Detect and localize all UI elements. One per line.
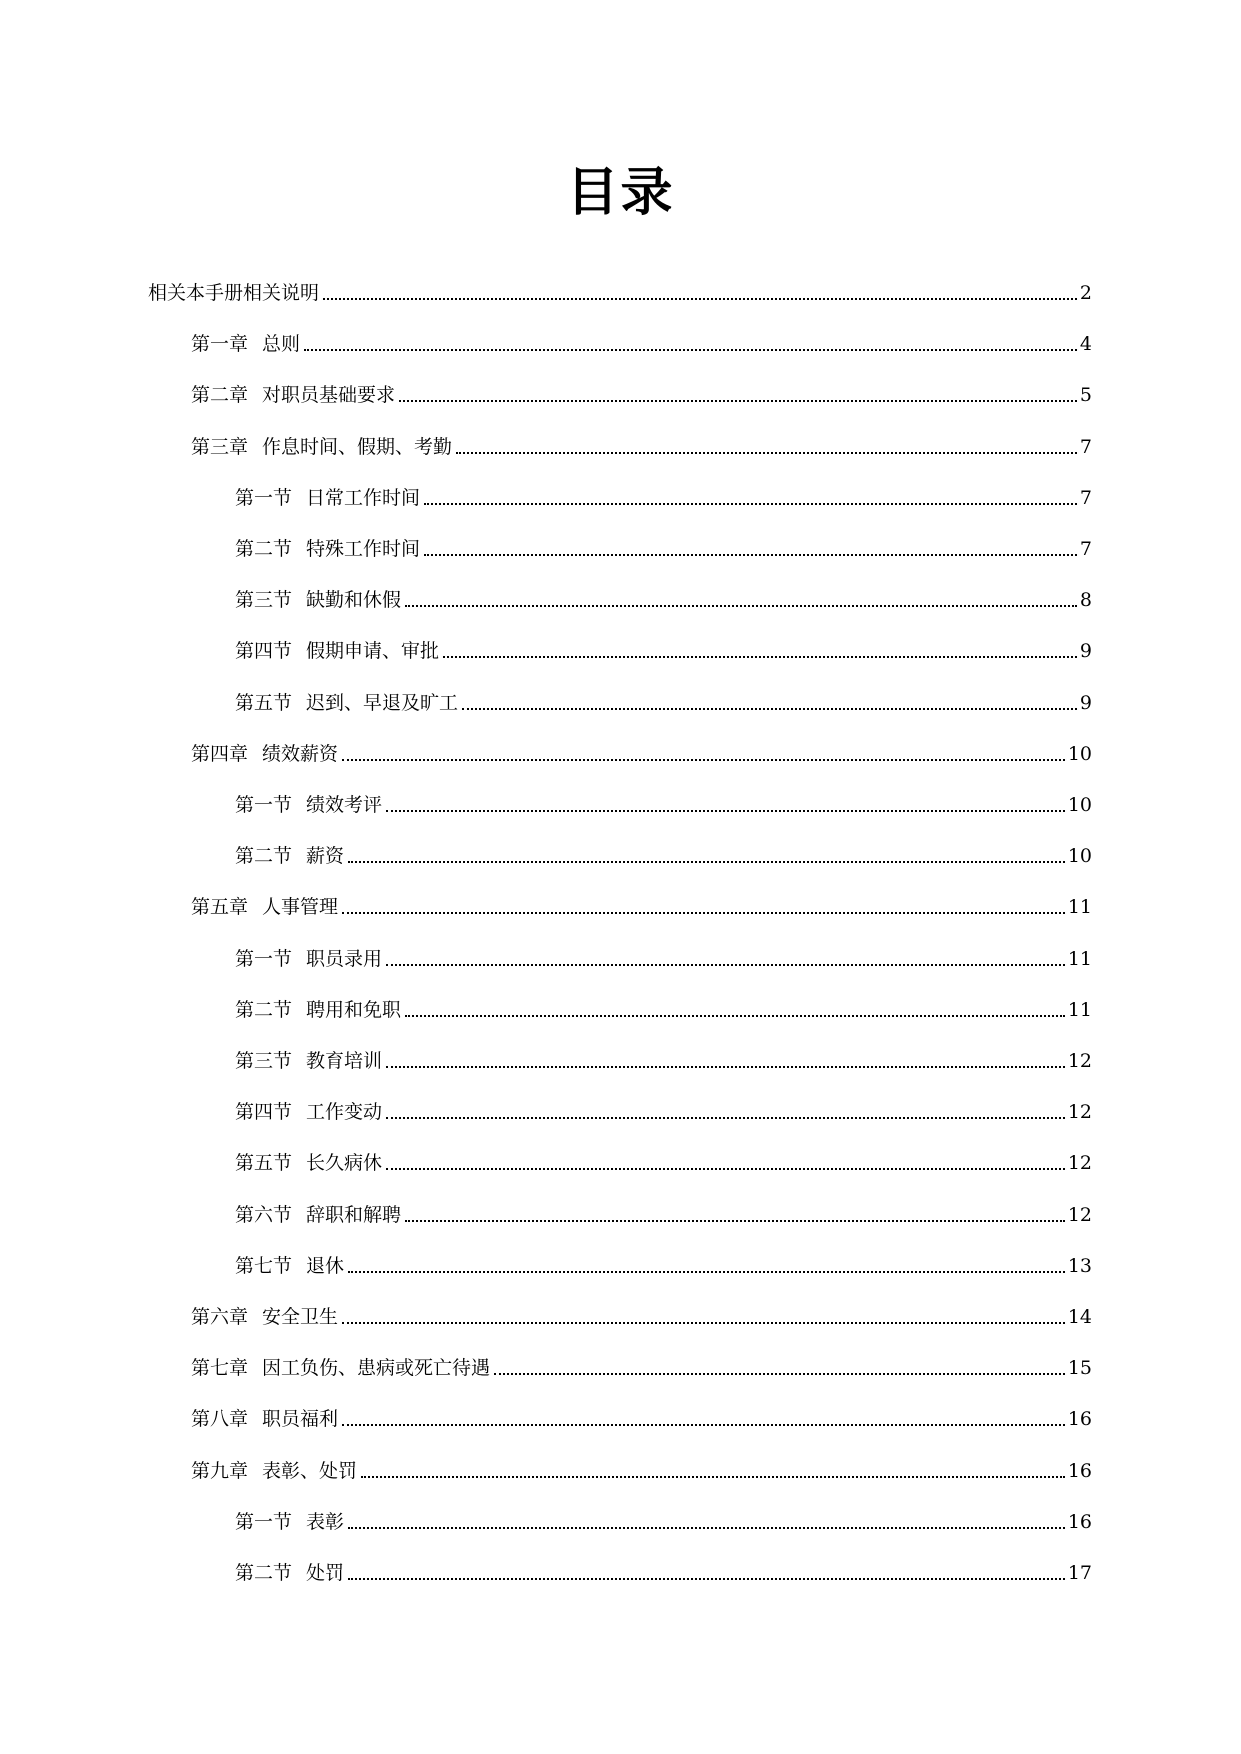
toc-dot-leader (424, 554, 1077, 556)
toc-entry[interactable] (235, 1245, 1092, 1279)
toc-entry[interactable] (235, 835, 1092, 869)
toc-entry-number: 第二节 (235, 538, 293, 560)
toc-entry-label (235, 997, 401, 1023)
toc-entry-label (148, 280, 319, 306)
toc-entry[interactable] (191, 886, 1092, 920)
toc-dot-leader (456, 452, 1077, 454)
toc-entry[interactable] (235, 938, 1092, 972)
toc-entry-label (235, 792, 382, 818)
toc-entry-number: 第六章 (191, 1306, 249, 1328)
toc-entry-label (191, 1355, 490, 1381)
toc-entry[interactable] (191, 1347, 1092, 1381)
toc-entry[interactable] (191, 426, 1092, 460)
toc-entry[interactable] (235, 528, 1092, 562)
toc-page-number: 10 (1067, 742, 1092, 765)
toc-entry-number: 第五节 (235, 1152, 293, 1175)
toc-dot-leader (386, 1168, 1065, 1170)
toc-entry-number: 第二节 (235, 845, 293, 868)
toc-entry-title: 长久病休 (306, 1152, 383, 1175)
toc-entry-number: 第一节 (235, 1510, 293, 1533)
toc-entry-label (235, 1509, 344, 1535)
toc-page-number: 13 (1067, 1254, 1092, 1277)
toc-entry-label (191, 382, 395, 408)
toc-entry[interactable] (191, 1450, 1092, 1484)
toc-page-number: 12 (1067, 1050, 1092, 1072)
toc-entry-number: 第一节 (235, 794, 293, 816)
toc-page-number: 11 (1067, 896, 1092, 919)
toc-entry-title: 处罚 (306, 1562, 345, 1584)
toc-page-number: 2 (1079, 282, 1092, 304)
toc-entry[interactable] (235, 1194, 1092, 1228)
toc-entry-title: 聘用和免职 (306, 998, 402, 1021)
toc-entry-title: 假期申请、审批 (306, 640, 440, 663)
toc-entry-label (191, 434, 452, 460)
toc-page-number: 15 (1067, 1357, 1092, 1380)
toc-page-number: 8 (1079, 589, 1092, 612)
toc-page-number: 10 (1067, 794, 1092, 816)
toc-dot-leader (405, 605, 1077, 607)
toc-entry-title: 迟到、早退及旷工 (306, 691, 459, 714)
toc-dot-leader (348, 1271, 1065, 1273)
toc-entry-title: 人事管理 (262, 896, 339, 919)
toc-entry-label (191, 894, 338, 920)
toc-entry[interactable] (235, 1501, 1092, 1535)
toc-entry-title: 日常工作时间 (306, 486, 421, 509)
toc-entry-number: 第三节 (235, 1050, 293, 1072)
toc-dot-leader (304, 349, 1077, 351)
toc-entry-number: 第二章 (191, 384, 249, 407)
toc-page-number: 16 (1067, 1408, 1092, 1431)
toc-page-number: 16 (1067, 1459, 1092, 1482)
toc-entry-label (191, 1458, 357, 1484)
toc-entry-label (235, 1253, 344, 1279)
toc-entry-label (191, 1406, 338, 1432)
toc-dot-leader (399, 400, 1077, 402)
toc-dot-leader (494, 1373, 1065, 1375)
toc-entry[interactable] (235, 784, 1092, 818)
toc-entry-number: 第三章 (191, 435, 249, 458)
toc-entry[interactable] (235, 1091, 1092, 1125)
toc-page-number: 7 (1079, 435, 1092, 458)
toc-entry-title: 工作变动 (306, 1101, 383, 1124)
toc-entry[interactable] (235, 1142, 1092, 1176)
toc-entry-title: 教育培训 (306, 1050, 383, 1072)
toc-entry-number: 第一章 (191, 333, 249, 356)
toc-dot-leader (405, 1220, 1065, 1222)
toc-entry-title: 总则 (262, 333, 301, 356)
toc-entry-title: 辞职和解聘 (306, 1203, 402, 1226)
toc-entry-label (191, 331, 300, 357)
toc-entry-title: 对职员基础要求 (262, 384, 396, 407)
toc-entry-title: 职员福利 (262, 1408, 339, 1431)
toc-entry-label (235, 843, 344, 869)
toc-entry-label (235, 1150, 382, 1176)
toc-entry-number: 第九章 (191, 1459, 249, 1482)
toc-entry-number: 第二节 (235, 1562, 293, 1584)
toc-page-number: 11 (1067, 998, 1092, 1021)
toc-entry-number: 第三节 (235, 589, 293, 612)
toc-entry-label (191, 1304, 338, 1330)
toc-dot-leader (342, 912, 1065, 914)
toc-entry[interactable] (191, 733, 1092, 767)
toc-entry-title: 绩效考评 (306, 794, 383, 816)
toc-page-number: 12 (1067, 1203, 1092, 1226)
toc-dot-leader (342, 1424, 1065, 1426)
toc-entry-label (191, 741, 338, 767)
toc-page-number: 11 (1067, 947, 1092, 970)
toc-dot-leader (424, 503, 1077, 505)
toc-entry-label (235, 1099, 382, 1125)
toc-dot-leader (386, 810, 1065, 812)
toc-entry-title: 表彰 (306, 1510, 345, 1533)
toc-entry-label (235, 1560, 344, 1586)
toc-page-number: 4 (1079, 333, 1092, 356)
toc-entry-label (235, 485, 420, 511)
toc-entry-number: 第六节 (235, 1203, 293, 1226)
toc-entry-number: 第四节 (235, 1101, 293, 1124)
toc-page-number: 12 (1067, 1101, 1092, 1124)
toc-entry[interactable] (148, 272, 1092, 306)
toc-dot-leader (348, 1527, 1065, 1529)
toc-dot-leader (361, 1476, 1065, 1478)
toc-entry-title: 作息时间、假期、考勤 (262, 435, 453, 458)
toc-entry-number: 第五节 (235, 691, 293, 714)
toc-page-number: 12 (1067, 1152, 1092, 1175)
toc-entry[interactable] (191, 1398, 1092, 1432)
page-title: 目录 (566, 162, 675, 223)
toc-dot-leader (462, 708, 1077, 710)
toc-entry[interactable] (235, 477, 1092, 511)
toc-entry-number: 第四章 (191, 742, 249, 765)
toc-entry-number: 第四节 (235, 640, 293, 663)
toc-entry-title: 职员录用 (306, 947, 383, 970)
toc-page-number: 16 (1067, 1510, 1092, 1533)
toc-entry[interactable] (191, 1296, 1092, 1330)
toc-entry-label (235, 690, 458, 716)
toc-entry-title: 安全卫生 (262, 1306, 339, 1328)
toc-dot-leader (342, 759, 1065, 761)
toc-dot-leader (348, 861, 1065, 863)
toc-entry[interactable] (235, 1040, 1092, 1074)
toc-entry-number: 第五章 (191, 896, 249, 919)
toc-entry[interactable] (235, 630, 1092, 664)
toc-entry-label (235, 1202, 401, 1228)
toc-dot-leader (405, 1015, 1065, 1017)
toc-dot-leader (386, 1066, 1065, 1068)
toc-entry[interactable] (235, 1552, 1092, 1586)
toc-entry-number: 第七节 (235, 1254, 293, 1277)
toc-entry-title: 相关本手册相关说明 (148, 282, 320, 304)
toc-entry[interactable] (235, 682, 1092, 716)
toc-page-number: 7 (1079, 538, 1092, 560)
toc-entry[interactable] (191, 323, 1092, 357)
toc-page-number: 10 (1067, 845, 1092, 868)
toc-page-number: 5 (1079, 384, 1092, 407)
toc-dot-leader (386, 1117, 1065, 1119)
toc-entry-title: 绩效薪资 (262, 742, 339, 765)
toc-entry-title: 缺勤和休假 (306, 589, 402, 612)
toc-entry-title: 特殊工作时间 (306, 538, 421, 560)
toc-dot-leader (348, 1578, 1065, 1580)
toc-page-number: 7 (1079, 486, 1092, 509)
toc-entry-number: 第二节 (235, 998, 293, 1021)
toc-entry-number: 第一节 (235, 486, 293, 509)
toc-entry[interactable] (191, 374, 1092, 408)
toc-dot-leader (443, 656, 1077, 658)
toc-page-number: 17 (1067, 1562, 1092, 1584)
toc-entry-title: 因工负伤、患病或死亡待遇 (262, 1357, 491, 1380)
toc-dot-leader (386, 964, 1065, 966)
toc-page-number: 9 (1079, 691, 1092, 714)
toc-entry-label (235, 638, 439, 664)
toc-entry-number: 第七章 (191, 1357, 249, 1380)
toc-entry-title: 薪资 (306, 845, 345, 868)
toc-dot-leader (323, 298, 1077, 300)
toc-entry-label (235, 536, 420, 562)
toc-entry-label (235, 587, 401, 613)
toc-entry-number: 第一节 (235, 947, 293, 970)
toc-entry[interactable] (235, 989, 1092, 1023)
toc-entry-label (235, 946, 382, 972)
toc-entry[interactable] (235, 579, 1092, 613)
toc-entry-number: 第八章 (191, 1408, 249, 1431)
toc-page-number: 14 (1067, 1306, 1092, 1328)
toc-entry-label (235, 1048, 382, 1074)
toc-entry-title: 表彰、处罚 (262, 1459, 358, 1482)
toc-page-number: 9 (1079, 640, 1092, 663)
toc-entry-title: 退休 (306, 1254, 345, 1277)
toc-dot-leader (342, 1322, 1065, 1324)
